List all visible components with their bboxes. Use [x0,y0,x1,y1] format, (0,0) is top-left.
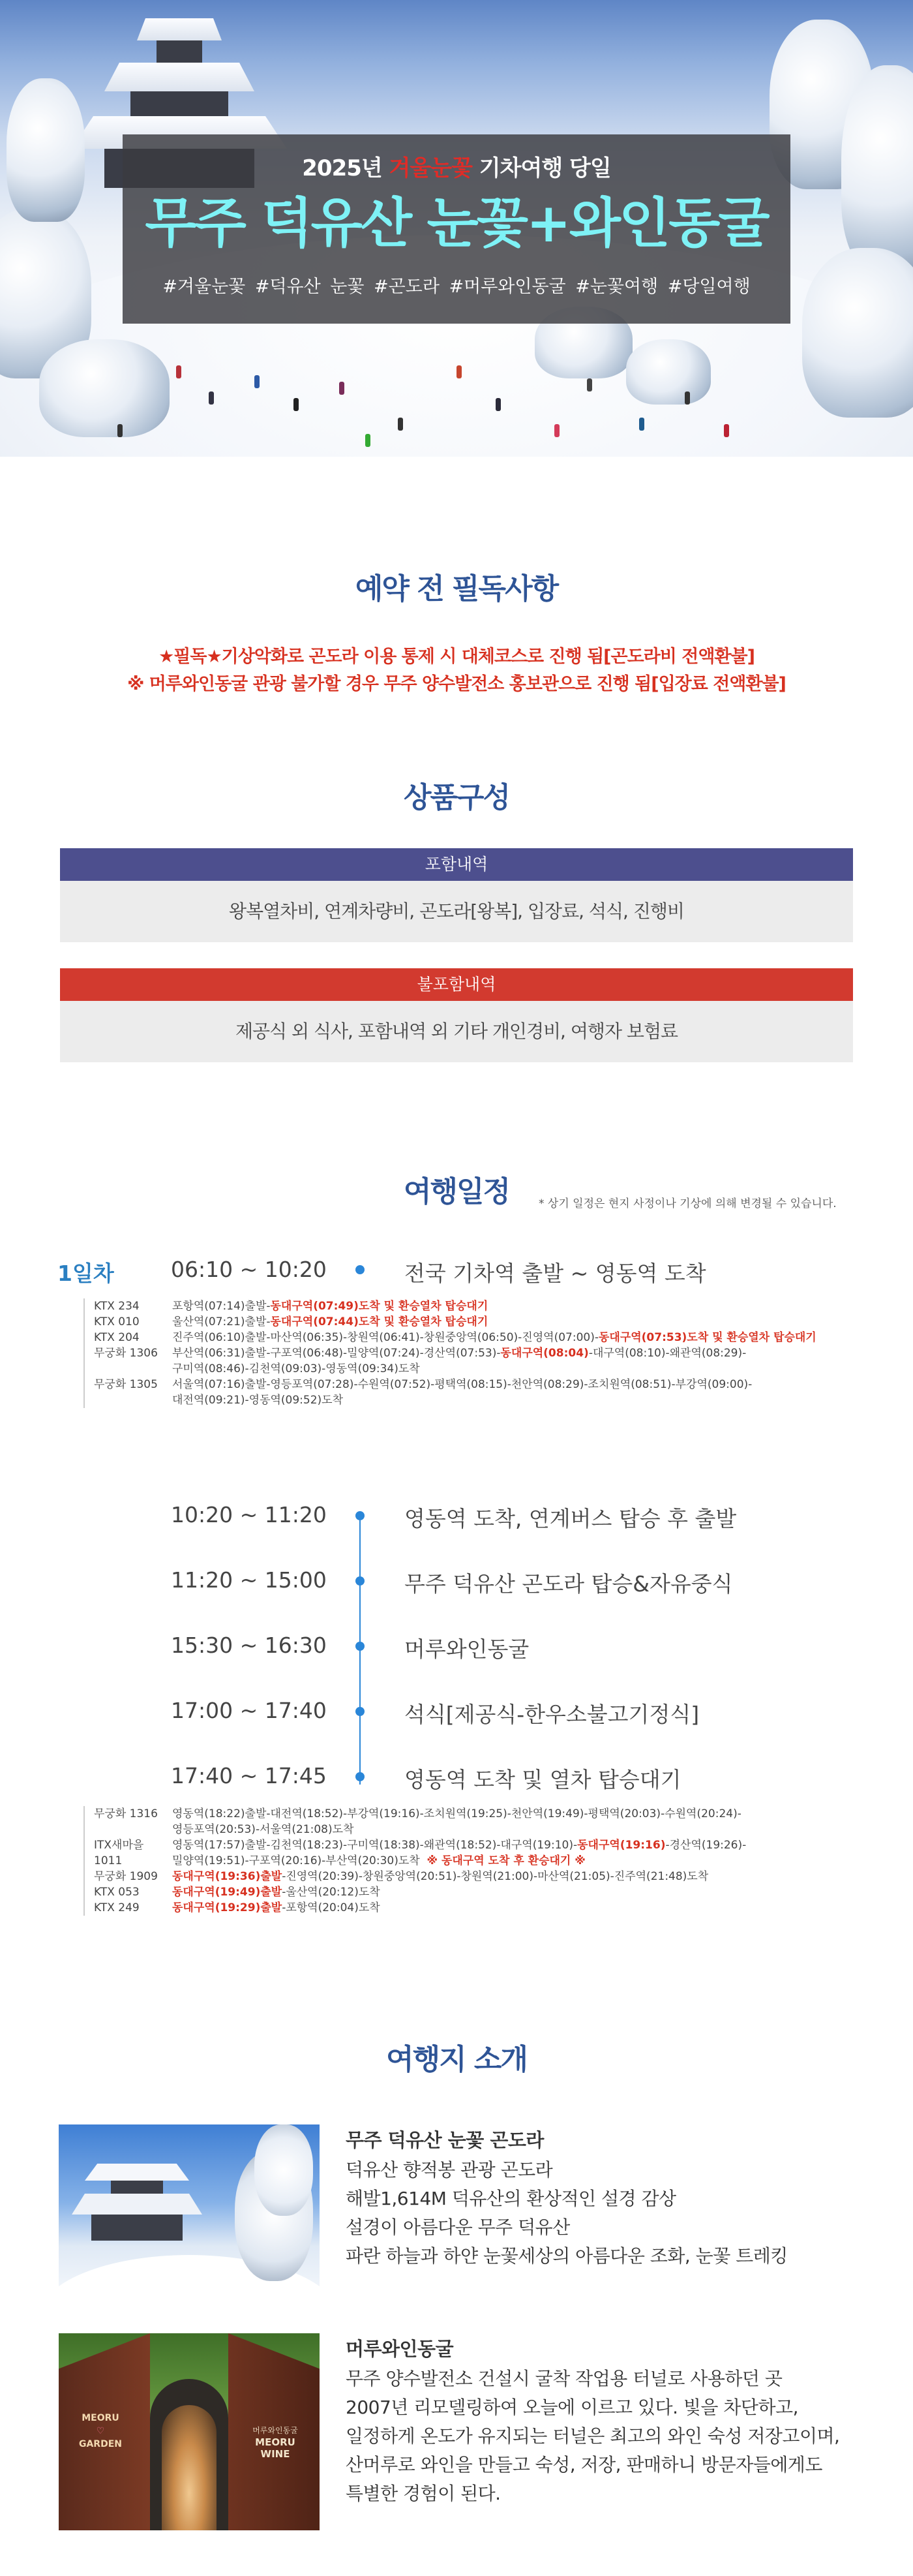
destinations-heading: 여행지 소개 [386,2043,527,2076]
product-heading: 상품구성 [403,781,509,814]
timeline-dot [355,1265,365,1274]
hero-subtitle: 2025년 겨울눈꽃 기차여행 당일 [302,155,611,181]
train-row: 무궁화 1909 동대구역(19:36)출발-진영역(20:39)-창원중앙역(20:51)-창원역(21:00)-마산역(21:05)-진주역(21:48)도착 [94,1870,709,1883]
wine-cave-description: 머루와인동굴 무주 양수발전소 건설시 굴착 작업용 터널로 사용하던 곳 2007년 리모델링하여 오늘에 이르고 있다. 빛을 차단하고, 일정하게 온도가 유지되는 터널은 최고의 와인 숙성 저장고이며, 산머루로 와인을 만들고 숙성, 저장, 판매하니 방문자들에게도 특별한 경험이 된다. [346,2335,839,2508]
cave-sign-right: 머루와인동굴 MEORU WINE [252,2426,298,2460]
departure-trains [83,1298,892,1408]
hero-title-box [123,134,790,324]
itinerary-heading: 여행일정 [403,1175,509,1208]
day-label: 1일차 [57,1261,114,1286]
deogyusan-photo [59,2124,320,2320]
notice-heading: 예약 전 필독사항 [355,572,558,606]
wine-cave-photo [59,2333,320,2530]
deogyusan-description: 무주 덕유산 눈꽃 곤도라 덕유산 향적봉 관광 곤도라 해발1,614M 덕유산의 환상적인 설경 감상 설경이 아름다운 무주 덕유산 파란 하늘과 하얀 눈꽃세상의 아름다운 조화, 눈꽃 트레킹 [346,2126,788,2271]
hero-banner [0,0,913,457]
return-trains [83,1806,892,1916]
notice-line-1: ★필독★기상악화로 곤도라 이용 통제 시 대체코스로 진행 됨[곤도라비 전액환불] [158,647,755,667]
excluded-text: 제공식 외 식사, 포함내역 외 기타 개인경비, 여행자 보험료 [60,1001,853,1062]
train-row: ITX새마을 1011 영동역(17:57)출발-김천역(18:23)-구미역(18:38)-왜관역(18:52)-대구역(19:10)-동대구역(19:16)-경산역(19:26)- 밀양역(19:51)-구포역(20:16)-부산역(20:30)도착 ※ 동대구역 도착 후 환승대기 ※ [94,1839,747,1867]
dest-title: 무주 덕유산 눈꽃 곤도라 [346,2129,544,2151]
schedule-time: 06:10 ~ 10:20 [171,1257,327,1282]
train-row: 무궁화 1306 부산역(06:31)출발-구포역(06:48)-밀양역(07:24)-경산역(07:53)-동대구역(08:04)-대구역(08:10)-왜관역(08:29)- 구미역(08:46)-김천역(09:03)-영동역(09:34)도착 [94,1347,747,1375]
destinations-header [0,2036,913,2078]
hero-hashtags: #겨울눈꽃 #덕유산 눈꽃 #곤도라 #머루와인동굴 #눈꽃여행 #당일여행 [162,277,751,297]
page: 2025년 겨울눈꽃 기차여행 당일 무주 덕유산 눈꽃+와인동굴 #겨울눈꽃 #덕유산 눈꽃 #곤도라 #머루와인동굴 #눈꽃여행 #당일여행 예약 전 필독사항 ★필독★기상악화로 곤도라 이용 통제 시 대체코스로 진행 됨[곤도라비 전액환불] ※ 머루와인동굴 관광 불가할 경우 무주 양수발전소 홍보관으로 진행 됨[입장료 전액환불] 상품구성 포함내역 왕복열차비, 연계차량비, 곤도라[왕복], 입장료, 석식, 진행비 불포함내역 제공식 외 식사, 포함내역 외 기타 개인경비, 여행자 보험료 여행일정 * 상기 일정은 현지 사정이나 기상에 의해 변경될 수 있습니다. 1일차 06:10 ~ 10:20 전국 기차역 출발 ~ 영동역 도착 KTX 234 포항역(07:14)출발-동대구역(07:49)도착 및 환승열차 탑승대기 KTX 010 울산역(07:21)출발-동대구역(07:44)도착 및 환승열차 탑승대기 KTX 204 진주역(06:10)출발-마산역(06:35)-창원역(06:41)-창원중앙역(06:50)-진영역(07:00)-동대구역(07:53)도착 및 환승열차 탑승대기 무궁화 1306 부산역(06:31)출발-구포역(06:48)-밀양역(07:24)-경산역(07:53)-동대구역(08:04)-대구역(08:10)-왜관역(08:29)- 구미역(08:46)-김천역(09:03)-영동역(09:34)도착 무궁화 1305 서울역(07:16)출발-영등포역(07:28)-수원역(07:52)-평택역(08:15)-천안역(08:29)-조치원역(08:51)-부강역(09:00)- 대전역(09:21)-영동역(09:52)도착 10:20 ~ 11:20 영동역 도착, 연계버스 탑승 후 출발 11:20 ~ 15:00 무주 덕유산 곤도라 탑승&자유중식 15:30 ~ 16:30 머루와인동굴 17:00 ~ 17:40 석식[제공식-한우소불고기정식] 17:40 ~ 17:45 영동역 도착 및 열차 탑승대기 무궁화 1316 영동역(18:22)출발-대전역(18:52)-부강역(19:16)-조치원역(19:25)-천안역(19:49)-평택역(20:03)-수원역(20:24)- 영등포역(20:53)-서울역(21:08)도착 ITX새마을 1011 영동역(17:57)출발-김천역(18:23)-구미역(18:38)-왜관역(18:52)-대구역(19:10)-동대구역(19:16)-경산역(19:26)- 밀양역(19:51)-구포역(20:16)-부산역(20:30)도착 ※ 동대구역 도착 후 환승대기 ※ 무궁화 1909 동대구역(19:36)출발-진영역(20:39)-창원중앙역(20:51)-창원역(21:00)-마산역(21:05)-진주역(21:48)도착 KTX 053 동대구역(19:49)출발-울산역(20:12)도착 KTX 249 동대구역(19:29)출발-포항역(20:04)도착 여행지 소개 무주 덕유산 눈꽃 곤도라 덕유산 향적봉 관광 곤도라 해발1,614M 덕유산의 환상적인 설경 감상 설경이 아름다운 무주 덕유산 파란 하늘과 하얀 눈꽃세상의 아름다운 조화, 눈꽃 트레킹 MEORU ♡ GARDEN 머루와인동굴 MEORU WINE 머루와인동굴 무주 양수발전소 건설시 굴착 작업용 터널로 사용하던 곳 2007년 리모델링하여 오늘에 이르고 있다. 빛을 차단하고, 일정하게 온도가 유지되는 터널은 최고의 와인 숙성 저장고이며, 산머루로 와인을 만들고 숙성, 저장, 판매하니 방문자들에게도 특별한 경험이 된다. [0,0,913,2576]
timeline-dot [355,1772,365,1781]
product-section [0,774,913,1062]
itinerary-note: * 상기 일정은 현지 사정이나 기상에 의해 변경될 수 있습니다. [539,1197,837,1210]
included-label: 포함내역 [60,848,853,881]
train-row: KTX 010 울산역(07:21)출발-동대구역(07:44)도착 및 환승열차 탑승대기 [94,1315,488,1328]
timeline-dot [355,1642,365,1651]
train-row: KTX 204 진주역(06:10)출발-마산역(06:35)-창원역(06:41)-창원중앙역(06:50)-진영역(07:00)-동대구역(07:53)도착 및 환승열차 탑승대기 [94,1331,816,1344]
excluded-label: 불포함내역 [60,968,853,1001]
notice-line-2: ※ 머루와인동굴 관광 불가할 경우 무주 양수발전소 홍보관으로 진행 됨[입장료 전액환불] [127,674,786,694]
included-text: 왕복열차비, 연계차량비, 곤도라[왕복], 입장료, 석식, 진행비 [60,881,853,942]
timeline-dot [355,1576,365,1586]
train-row: KTX 249 동대구역(19:29)출발-포항역(20:04)도착 [94,1901,380,1914]
schedule-activity: 전국 기차역 출발 ~ 영동역 도착 [404,1261,706,1286]
train-row: 무궁화 1305 서울역(07:16)출발-영등포역(07:28)-수원역(07:52)-평택역(08:15)-천안역(08:29)-조치원역(08:51)-부강역(09:00)- 대전역(09:21)-영동역(09:52)도착 [94,1378,753,1407]
notice-section [0,565,913,698]
dest-title: 머루와인동굴 [346,2338,454,2360]
train-row: KTX 234 포항역(07:14)출발-동대구역(07:49)도착 및 환승열차 탑승대기 [94,1300,488,1313]
timeline-dot [355,1511,365,1520]
cave-sign-left: MEORU ♡ GARDEN [78,2413,122,2449]
timeline-dot [355,1707,365,1716]
train-row: KTX 053 동대구역(19:49)출발-울산역(20:12)도착 [94,1886,380,1899]
hero-title: 무주 덕유산 눈꽃+와인동굴 [145,192,768,254]
train-row: 무궁화 1316 영동역(18:22)출발-대전역(18:52)-부강역(19:16)-조치원역(19:25)-천안역(19:49)-평택역(20:03)-수원역(20:24)- 영등포역(20:53)-서울역(21:08)도착 [94,1807,741,1836]
